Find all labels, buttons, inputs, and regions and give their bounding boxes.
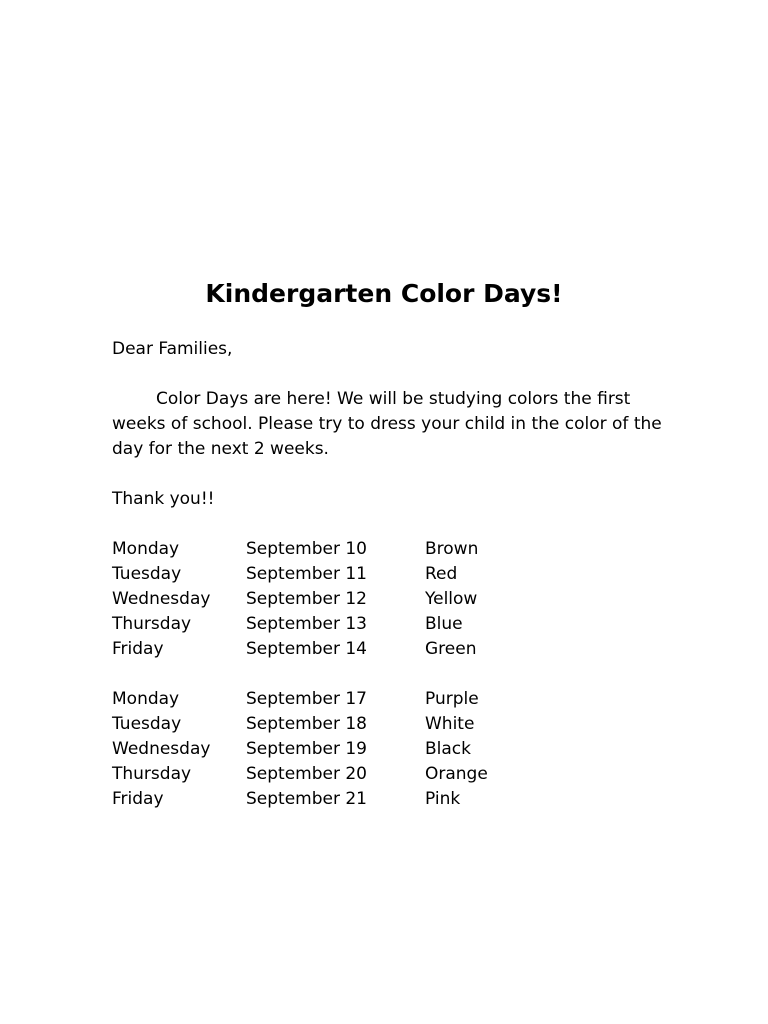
day-cell: Monday: [112, 539, 180, 559]
schedule-row: [112, 787, 672, 812]
paragraph-line: weeks of school. Please try to dress your child in the color of the: [112, 414, 662, 434]
paragraph-line: Color Days are here! We will be studying colors the first: [156, 389, 631, 409]
salutation: Dear Families,: [112, 339, 233, 359]
schedule-row: [112, 687, 672, 712]
schedule-row: [112, 762, 672, 787]
schedule-row: [112, 562, 672, 587]
day-cell: Tuesday: [112, 564, 182, 584]
paragraph-line: day for the next 2 weeks.: [112, 439, 329, 459]
intro-paragraph: [112, 387, 672, 462]
date-cell: September 17: [246, 689, 368, 709]
color-cell: Green: [425, 639, 477, 659]
date-cell: September 20: [246, 764, 368, 784]
color-cell: Yellow: [425, 589, 478, 609]
day-cell: Wednesday: [112, 739, 211, 759]
closing-text: Thank you!!: [112, 489, 215, 509]
color-cell: Brown: [425, 539, 479, 559]
page-title: Kindergarten Color Days!: [205, 279, 563, 308]
color-cell: Purple: [425, 689, 479, 709]
date-cell: September 10: [246, 539, 368, 559]
day-cell: Thursday: [112, 614, 192, 634]
date-cell: September 14: [246, 639, 368, 659]
color-cell: Black: [425, 739, 471, 759]
schedule-row: [112, 537, 672, 562]
schedule-row: [112, 637, 672, 662]
day-cell: Tuesday: [112, 714, 182, 734]
day-cell: Friday: [112, 639, 164, 659]
day-cell: Thursday: [112, 764, 192, 784]
schedule-row: [112, 737, 672, 762]
schedule-row: [112, 587, 672, 612]
day-cell: Wednesday: [112, 589, 211, 609]
date-cell: September 18: [246, 714, 368, 734]
color-cell: Red: [425, 564, 458, 584]
date-cell: September 19: [246, 739, 368, 759]
date-cell: September 11: [246, 564, 368, 584]
schedule-row: [112, 612, 672, 637]
schedule-row: [112, 712, 672, 737]
schedule-week-2: [112, 687, 672, 812]
day-cell: Friday: [112, 789, 164, 809]
color-cell: Blue: [425, 614, 463, 634]
color-cell: Pink: [425, 789, 461, 809]
date-cell: September 13: [246, 614, 368, 634]
color-cell: White: [425, 714, 475, 734]
day-cell: Monday: [112, 689, 180, 709]
date-cell: September 21: [246, 789, 368, 809]
schedule-week-1: [112, 537, 672, 662]
date-cell: September 12: [246, 589, 368, 609]
color-cell: Orange: [425, 764, 488, 784]
